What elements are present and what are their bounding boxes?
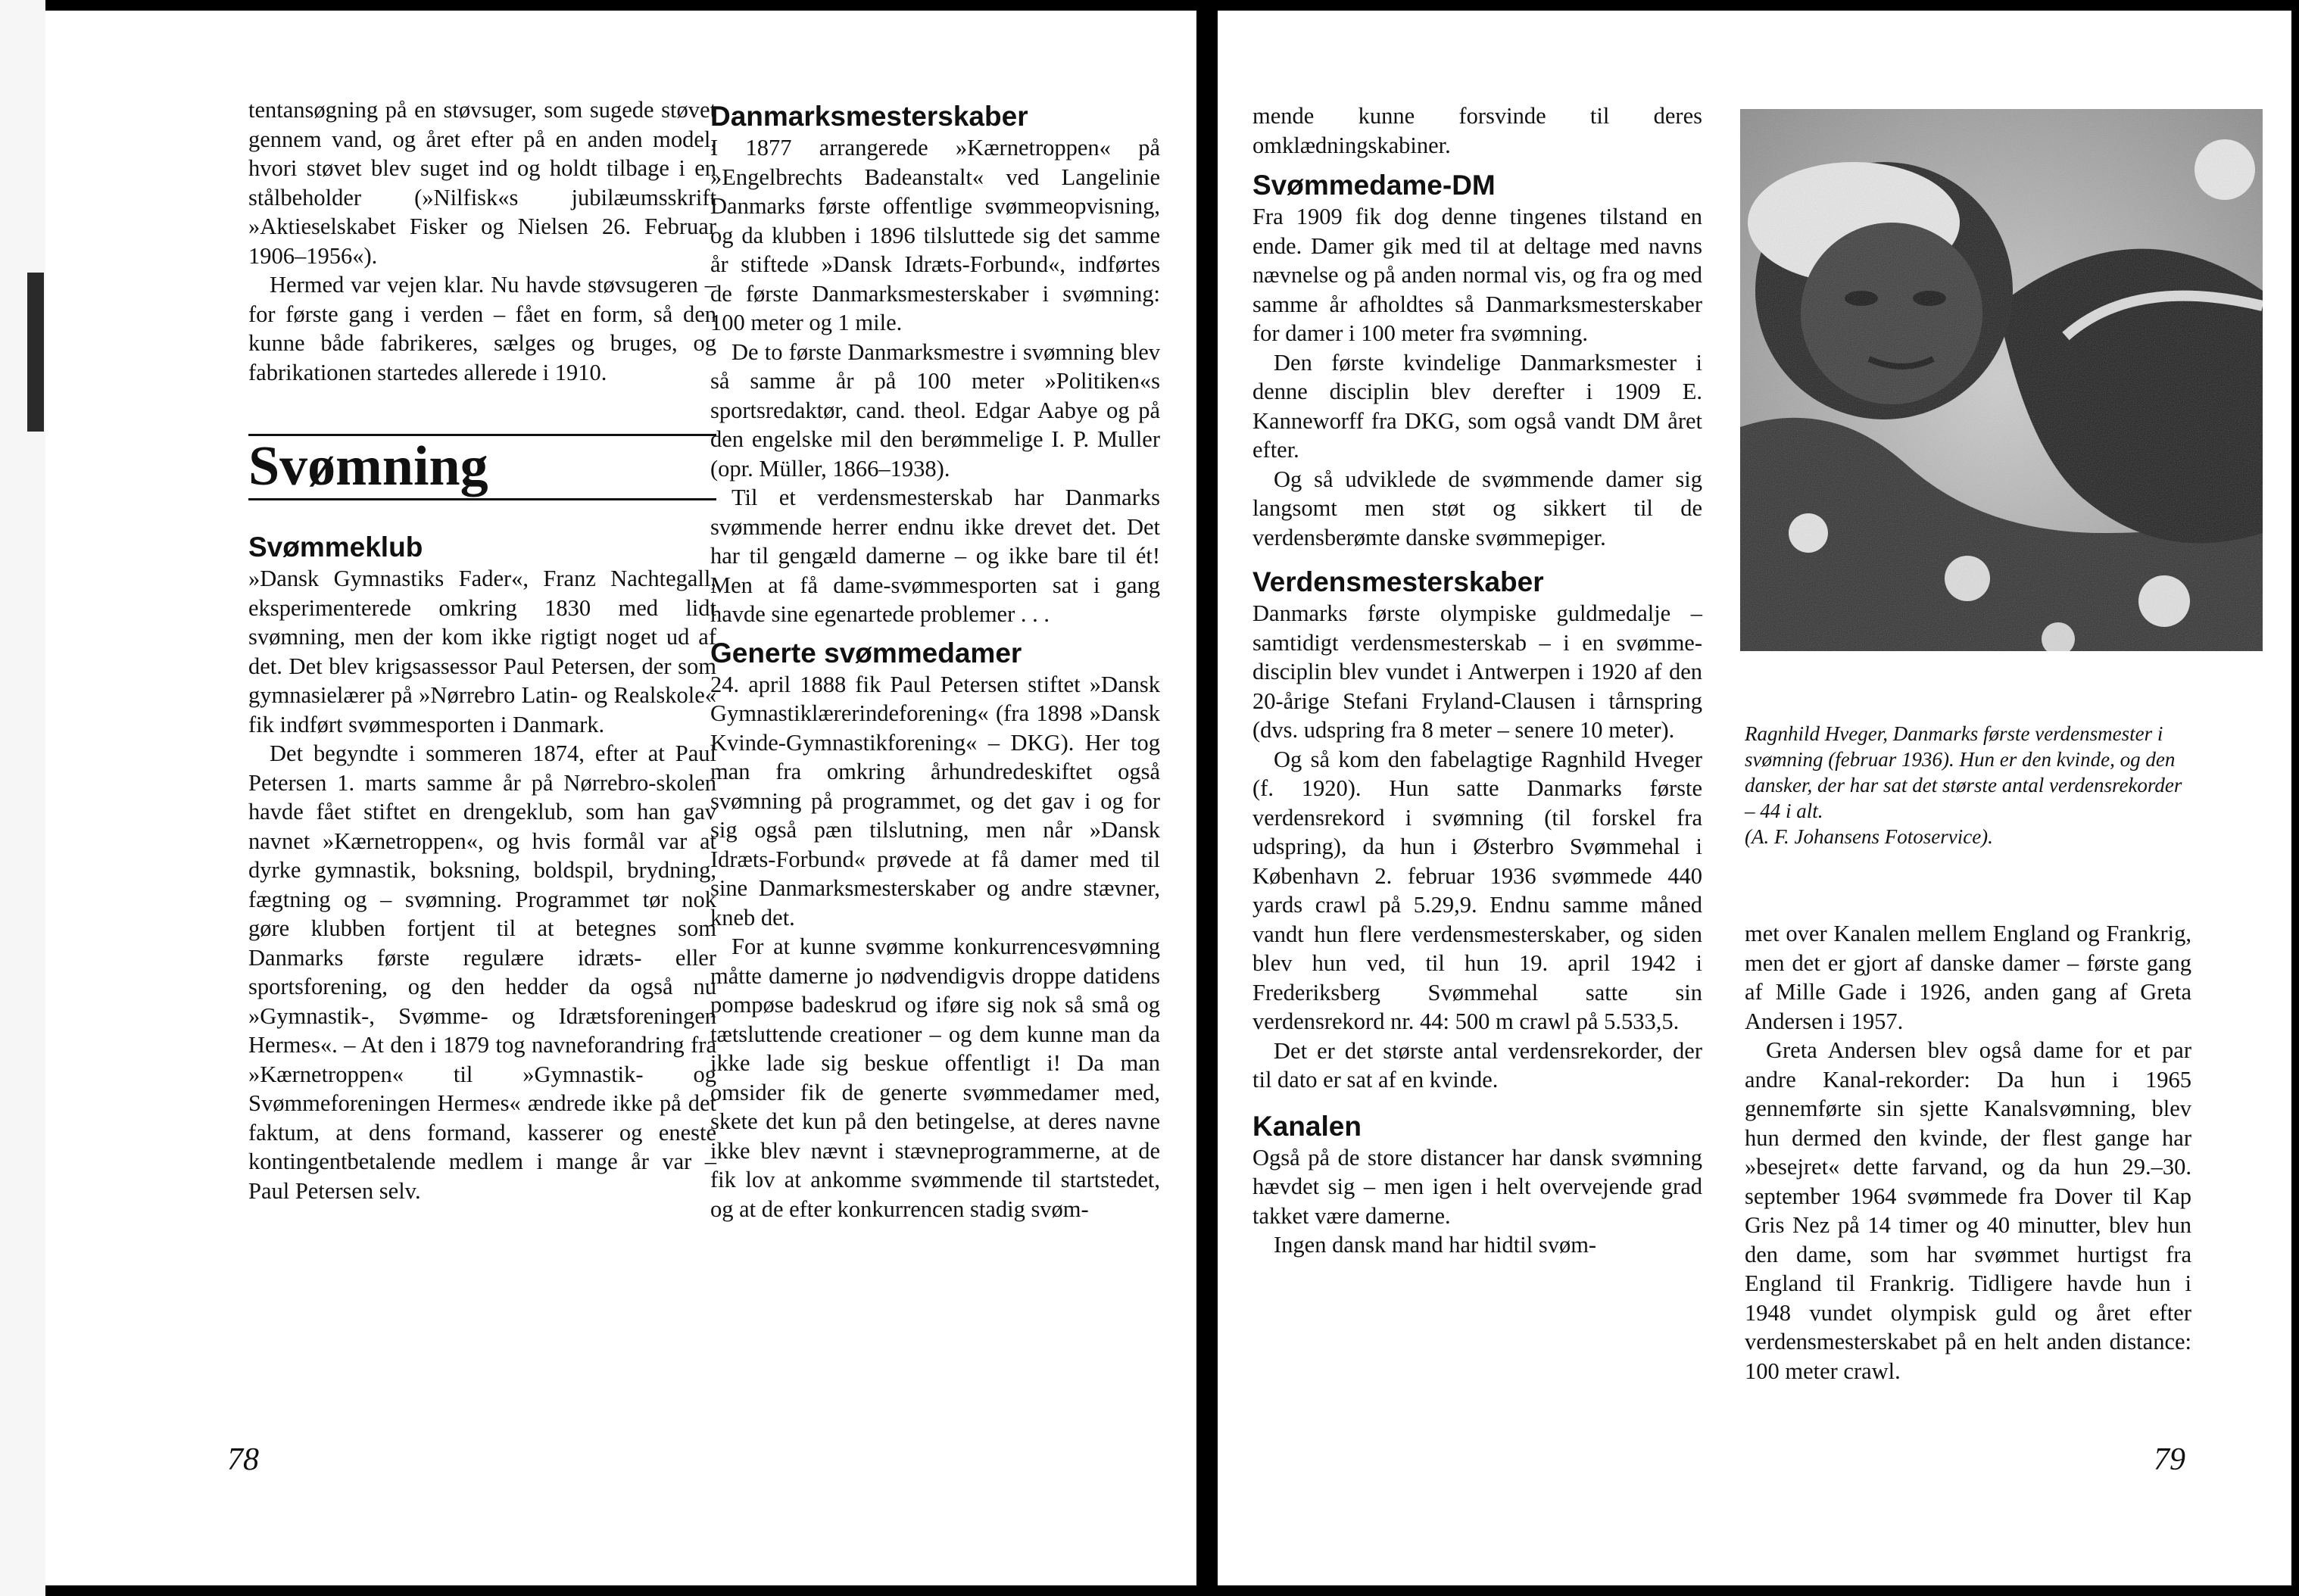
right-page <box>1218 11 2291 1585</box>
paragraph: Hermed var vejen klar. Nu havde støvsugeren – for første gang i verden – fået en form, så den kunne både fabrikeres, sælges og bruges, og fabrikationen startedes allerede i 1910. <box>248 272 716 385</box>
swimmer-photo <box>1740 109 2263 651</box>
right-column-1 <box>1252 101 1702 1260</box>
section-title: Svømning <box>248 435 488 497</box>
left-column-1 <box>248 95 716 1205</box>
paragraph: Danmarks første olympiske guldmedalje – samtidigt verdensmesterskab – i en svømme-disciplin blev vundet i Antwerpen i 1920 af den 20-årige Stefani Fryland-Clausen i tårnspring (dvs. udspring fra 8 meter – senere 10 meter). <box>1252 600 1702 743</box>
subheading: Verdensmesterskaber <box>1252 566 1544 597</box>
paragraph: »Dansk Gymnastiks Fader«, Franz Nachtegall, eksperimenterede omkring 1830 med lidt svømning, men der kom ikke rigtigt noget ud af det. Det blev krigsassessor Paul Petersen, der som gymnasielærer på »Nørrebro Latin- og Realskole« fik indført svømmesporten i Danmark. <box>248 566 716 737</box>
paragraph: Fra 1909 fik dog denne tingenes tilstand en ende. Damer gik med til at deltage med navns nævnelse og på anden normal vis, og fra og med samme år afholdtes så Danmarksmesterskaber for damer i 100 meter fra svømning. <box>1252 204 1702 346</box>
book-edge <box>0 0 45 1596</box>
paragraph: Det begyndte i sommeren 1874, efter at Paul Petersen 1. marts samme år på Nørrebro-skolen havde fået stiftet en drengeklub, som han gav navnet »Kærnetroppen«, og hvis formål var at dyrke gymnastik, boksning, boldspil, brydning, fægtning og – svømning. Programmet tør nok gøre klubben fortjent til at betegnes som Danmarks første regulære idræts- eller sportsforening, og den hedder da også nu »Gymnastik-, Svømme- og Idrætsforeningen Hermes«. – At den i 1879 tog navneforandring fra »Kærnetroppen« til »Gymnastik- og Svømmeforeningen Hermes« ændrede ikke på det faktum, at dens formand, kasserer og eneste kontingentbetalende medlem i mange år var – Paul Petersen selv. <box>248 740 716 1204</box>
paragraph: Ingen dansk mand har hidtil svøm- <box>1274 1232 1597 1258</box>
paragraph: Til et verdensmesterskab har Danmarks svømmende herrer endnu ikke drevet det. Det har til gengæld damerne – og ikke bare til ét! Men at få dame-svømmesporten sat i gang havde sine egenartede problemer . . . <box>710 485 1160 627</box>
paragraph: De to første Danmarksmestre i svømning blev så samme år på 100 meter »Politiken«s sportsredaktør, cand. theol. Edgar Aabye og på den engelske mil den berømmelige I. P. Muller (opr. Müller, 1866–1938). <box>710 338 1160 482</box>
paragraph: 24. april 1888 fik Paul Petersen stiftet »Dansk Gymnastiklærerindeforening« (fra 1898 »Dansk Kvinde-Gymnastikforening« – DKG). Her tog man fra omkring århundredeskiftet også svømning på programmet, og det gav i og for sig også pæn tilslutning, men når »Dansk Idræts-Forbund« prøvede at få damer med til sine Danmarksmesterskaber og andre stævner, kneb det. <box>710 671 1160 930</box>
paragraph: I 1877 arrangerede »Kærnetroppen« på »Engelbrechts Badeanstalt« ved Langelinie Danmarks første offentlige svømmeopvisning, og da klubben i 1896 tilsluttede sig det samme år stiftede »Dansk Idræts-Forbund«, indførtes de første Danmarksmesterskaber i svømning: 100 meter og 1 mile. <box>710 135 1160 335</box>
book-spine <box>1196 0 1218 1596</box>
left-page <box>45 11 1196 1585</box>
subheading: Kanalen <box>1252 1110 1362 1142</box>
page-number: 78 <box>227 1442 259 1477</box>
paragraph: Også på de store distancer har dansk svømning hævdet sig – men igen i helt overvejende grad takket være damerne. <box>1252 1144 1702 1229</box>
caption-text: Ragnhild Hveger, Danmarks første verdensmester i svømning (februar 1936). Hun er den kvinde, og den dansker, der har sat det største antal verdensrekorder – 44 i alt. <box>1745 722 2182 822</box>
section-rule-bottom <box>248 498 716 500</box>
paragraph: For at kunne svømme konkurrencesvømning måtte damerne jo nødvendigvis droppe datidens pompøse badeskrud og iføre sig nok så små og tætsluttende creationer – og dem kunne man da ikke lade sig beskue offentligt i! Da man omsider fik de generte svømmedamer med, skete det kun på den betingelse, at deres navne ikke blev nævnt i stævneprogrammerne, at de fik lov at ankomme svømmende til startstedet, og at de efter konkurrencen stadig svøm- <box>710 934 1160 1222</box>
paragraph: Greta Andersen blev også dame for et par andre Kanal-rekorder: Da hun i 1965 gennemførte sin sjette Kanalsvømning, blev hun dermed den kvinde, der flest gange har »besejret« dette farvand, og da hun 29.–30. september 1964 svømmede fra Dover til Kap Gris Nez på 14 timer og 40 minutter, blev hun den dame, som har svømmet hurtigst fra England til Frankrig. Tidligere havde hun i 1948 vundet olympisk guld og året efter verdensmesterskabet på en helt anden distance: 100 meter crawl. <box>1745 1037 2191 1384</box>
paragraph: mende kunne forsvinde til deres omklædningskabiner. <box>1252 103 1702 158</box>
caption-credit: (A. F. Johansens Fotoservice). <box>1745 825 1993 848</box>
subheading: Svømmeklub <box>248 531 423 563</box>
paragraph: Og så kom den fabelagtige Ragnhild Hveger (f. 1920). Hun satte Danmarks første verdensrekord i svømning (til forskel fra udspring), da hun i Østerbro Svømmehal i København 2. februar 1936 svømmede 440 yards crawl på 5.29,9. Endnu samme måned vandt hun flere verdensmesterskaber, og siden blev hun ved, til hun 19. april 1942 i Frederiksberg Svømmehal satte sin verdensrekord nr. 44: 500 m crawl på 5.533,5. <box>1252 746 1702 1034</box>
paragraph: met over Kanalen mellem England og Frankrig, men det er gjort af danske damer – første gang af Mille Gade i 1926, anden gang af Greta Andersen i 1957. <box>1745 921 2191 1034</box>
subheading: Danmarksmesterskaber <box>710 101 1028 132</box>
page-number: 79 <box>2154 1442 2185 1477</box>
left-column-2 <box>710 100 1160 1223</box>
paragraph: Det er det største antal verdensrekorder, der til dato er sat af en kvinde. <box>1252 1037 1702 1093</box>
paragraph: tentansøgning på en støvsuger, som sugede støvet gennem vand, og året efter på en anden model, hvori støvet blev suget ind og holdt tilbage i en stålbeholder (»Nilfisk«s jubilæumsskrift »Aktieselskabet Fisker og Nielsen 26. Februar 1906–1956«). <box>248 97 716 269</box>
right-column-2 <box>1745 919 2191 1386</box>
subheading: Svømmedame-DM <box>1252 170 1496 201</box>
subheading: Generte svømmedamer <box>710 637 1022 669</box>
paragraph: Den første kvindelige Danmarksmester i denne disciplin blev derefter i 1909 E. Kanneworff fra DKG, som også vandt DM året efter. <box>1252 349 1702 463</box>
paragraph: Og så udviklede de svømmende damer sig langsomt men støt og sikkert til de verdensberømte danske svømmepiger. <box>1252 466 1702 550</box>
photo-caption <box>1745 721 2184 849</box>
